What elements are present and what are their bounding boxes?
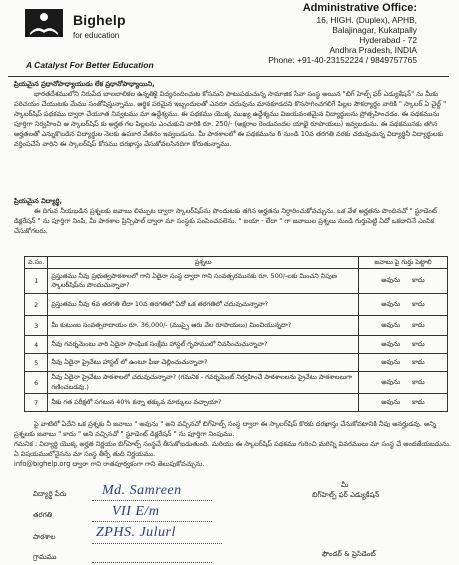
contact-line: info@bighelp.org ద్వారా గాని రాతపూర్వకంగా గాని తెలుపుకోవచ్చును. [14,460,205,468]
sign-designation: ఫౌండర్ & ప్రెసిడెంట్ [322,550,376,558]
intro-paragraph: భారతదేశములోని నిరుపేద బాలబాలికల ఉన్నతికై విద్యనందించుట కోసమని పాటుపడుచున్న సామాజిక సేవా సంస్థ అయిన "బిగ్ హెల్ప్ ఫర్ ఎడ్యుకేషన్" ను మీకు పరిచయం చేయుటకు మేము సంతోషిస్తున్నాము. ఆర్థిక పరమైన ఇబ్బందులతో ఎవరూ చదువును మానకూడదని కొనసాగించగలిగే పిల్లల సౌకర్యార్థం వారికి " స్కాలర్ ఏ చైల్డ్ " స్కాలర్‌షిప్ పథకము ద్వారా చేయూత నివ్వటము మా ఉద్దేశ్యము. ఈ పథకము యొక్క ముఖ్య ఉద్దేశ్యము విజయవంతమైన విద్యార్థులను ప్రోత్సహించడం. ఈ పథకమును పూర్తిగా నిర్వహించి ఆ స్కాలర్‌షిప్ కు అర్హత గల పిల్లలను ఎంచుకుని వారికి రూ. 250/- (అక్షరాల రెండువందల యాభై రూపాయలు) ఇవ్వబడును. ఈ పథకమునకు తగిన అర్హతలతో ఎన్నుకొబడిన విద్యార్థుల నెలకు ఉపకార వేతనం ఇవ్వబడును. మీ పాఠశాలలో ఈ పథకమును 6 నుండి 10వ తరగతి వరకు చదువుచున్న విద్యార్థినీ విద్యార్థులకు వర్తింపచేసే వారిని ఈ స్కాలర్‌షిప్ కోసము దరఖాస్తు చేసుకోవలసినదిగా కోరుతున్నాము. [14,90,447,148]
sign-organisation: బిగ్‌హెల్ప్ ఫర్ ఎడ్యుకేషన్ [312,491,380,499]
answer-cell [359,294,448,316]
notes-paragraph: పై వాటిలో ఏదేని ఒక ప్రశ్నకు నీ జవాబు " అవును " అని వచ్చినచో బిగ్‌హెల్ప్ సంస్థ ద్వారా ఈ స్కాలర్‌షిప్ కొరకు దరఖాస్తు చేసుకోవటానికి నీవు అనర్హుడవు. అన్ని ప్రశ్నలకు జవాబు " కాదు " అని వచ్చినచో " స్టూడెంట్ డిక్లరేషన్ " ను పూర్తిగా నింపుము. [14,420,437,438]
student-name-label: విద్యార్థి పేరు [33,490,67,498]
school-label: పాఠశాల [33,533,56,541]
row-question: నీకు గత పరీక్షలో సగటున 40% కన్నా తక్కువ మార్కులు వచ్చాయా? [48,394,359,412]
salutation: ప్రియమైన ప్రధానోపాధ్యాయుడు లేక ప్రధానోపాధ్యాయిని, [14,80,155,88]
office-title: Administrative Office: [302,2,417,14]
answer-cell [359,354,448,372]
yes-option[interactable]: అవును [381,339,401,348]
row-number: 3 [25,316,48,336]
col-answer-header: జవాబు పై గుర్తు పెట్టాలి [359,257,448,269]
row-number: 7 [25,394,48,412]
row-number: 1 [25,269,48,294]
student-paragraph: ఈ దిగువ నీయబడిన ప్రశ్నలకు జవాబు లిమ్పుట ద్వారా స్కాలర్‌షిప్‌ను పొందుటకు తగిన అర్హతను నిర్ధారించుకోవచ్చును. ఒక వేళ అర్హతను పొందినచో " స్టూడెంట్ డిక్లరేషన్ " ను పూర్తిగా నింపి, మీ పాఠశాల ప్రిన్సిపాల్ ద్వారా మా సంస్థకు పంపించవలెను. " ఐయా - లేదా " గా జవాబుల ప్రశ్నలు నుండి గుర్తుపెట్టి ఏదో ఒకదానినే ఎంపిక చేసుకోగలరు. [14,207,437,235]
notes-section [14,419,451,469]
tagline: A Catalyst For Better Education [26,60,154,70]
yes-option[interactable]: అవును [381,320,401,329]
sign-yours: మీ [341,481,349,489]
row-question: ప్రస్తుతము నీవు ప్రభుత్వపాఠశాలలో గాని ఏదైనా సంస్థ ద్వారా గాని సంవత్సరమునకు రూ. 500/-లకు మించని నిపుణ స్కాలర్‌షిప్‌ను పొందుచున్నావా? [48,269,359,294]
row-number: 2 [25,294,48,316]
table-header-row [25,257,448,269]
table-row [25,372,448,394]
table-row [25,394,448,412]
row-number: 5 [25,354,48,372]
table-row [25,336,448,354]
table-row [25,269,448,294]
row-number: 4 [25,336,48,354]
col-number-header: వ.సం. [25,257,48,269]
class-value[interactable]: VII E/m [112,504,160,519]
student-section [14,196,451,236]
village-label: గ్రామము [33,553,57,561]
office-line: Andhra Pradesh, INDIA [329,45,417,55]
answer-cell [359,394,448,412]
yes-option[interactable]: అవును [381,299,401,308]
village-line [92,562,212,563]
brand-name: Bighelp [73,12,126,28]
no-option[interactable]: కాదు [412,357,425,366]
row-question: మీ కుటుంబ సంవత్సరాదాయం రూ. 36,000/- (ముప్పై ఆరు వేల రూపాయలు) మించియున్నదా? [48,316,359,336]
letter-intro [14,79,451,149]
no-option[interactable]: కాదు [412,377,425,386]
answer-cell [359,336,448,354]
no-option[interactable]: కాదు [412,339,425,348]
yes-option[interactable]: అవును [381,377,401,386]
table-row [25,294,448,316]
no-option[interactable]: కాదు [412,397,425,406]
no-option[interactable]: కాదు [412,276,425,284]
office-line: Hyderabad - 72 [359,35,417,45]
brand-subtitle: for education [73,31,120,40]
table-row [25,354,448,372]
row-question: నీవు ఏదైనా ప్రైవేటు హాస్టల్ లో ఉంటూ ఫీజు చెల్లించుచున్నావా? [48,354,359,372]
answer-cell [359,372,448,394]
row-question: నీవు ఏదైనా ప్రైవేటు పాఠశాలలో చదువుచున్నావా? (గమనిక - గవర్నమెంట్ నిర్వహించే పాఠశాలలను ప్రైవేటు పాఠశాలలుగా గణించబడవు.) [48,372,359,394]
student-salutation: ప్రియమైన విద్యార్థి, [14,197,63,205]
student-name-value[interactable]: Md. Samreen [102,483,182,498]
student-name-line [92,500,212,501]
header-divider [8,76,449,77]
class-label: తరగతి [33,511,53,519]
answer-cell [359,269,448,294]
row-question: ప్రస్తుతము నీవు 6వ తరగతి లేదా 10వ తరగతిలో ఏదో ఒక తరగతిలో చదువుచున్నావా? [48,294,359,316]
school-value[interactable]: ZPHS. Julurl [96,525,176,540]
yes-option[interactable]: అవును [381,357,401,366]
no-option[interactable]: కాదు [412,299,425,308]
office-line: Balajinagar, Kukatpally [332,25,417,35]
office-address [257,2,417,65]
table-row [25,316,448,336]
row-question: నీవు గవర్నమెంటు వారి ఏదైనా సాంఘిక సంక్షేమ హాస్టల్ గృహములో నివసించుచున్నావా? [48,336,359,354]
office-line: 16, HIGH. (Duplex), APHB, [316,15,417,25]
office-phone: Phone: +91-40-23152224 / 9849757765 [268,55,417,65]
eligibility-table [24,256,448,412]
class-line [92,521,212,522]
col-question-header: ప్రశ్నలు [48,257,359,269]
yes-option[interactable]: అవును [381,397,401,406]
note-paragraph: గమనిక : విద్యార్థి యొక్క అర్హత నిర్ణయం బిగ్‌హెల్ప్ సంస్థచే తీసుకోబడుతుంది. మరియు ఈ స్కాలర్‌షిప్ పథకము గురించి మరిన్ని వివరములు మా సంస్థ చే అందజేయబడును. ఏ విషయములోనైనను మా సంస్థ తీర్పే తుది నిర్ణయము. [14,440,451,458]
no-option[interactable]: కాదు [412,320,425,329]
yes-option[interactable]: అవును [381,276,401,284]
answer-cell [359,316,448,336]
school-line [92,543,222,544]
row-number: 6 [25,372,48,394]
book-reader-logo-icon [24,8,64,38]
